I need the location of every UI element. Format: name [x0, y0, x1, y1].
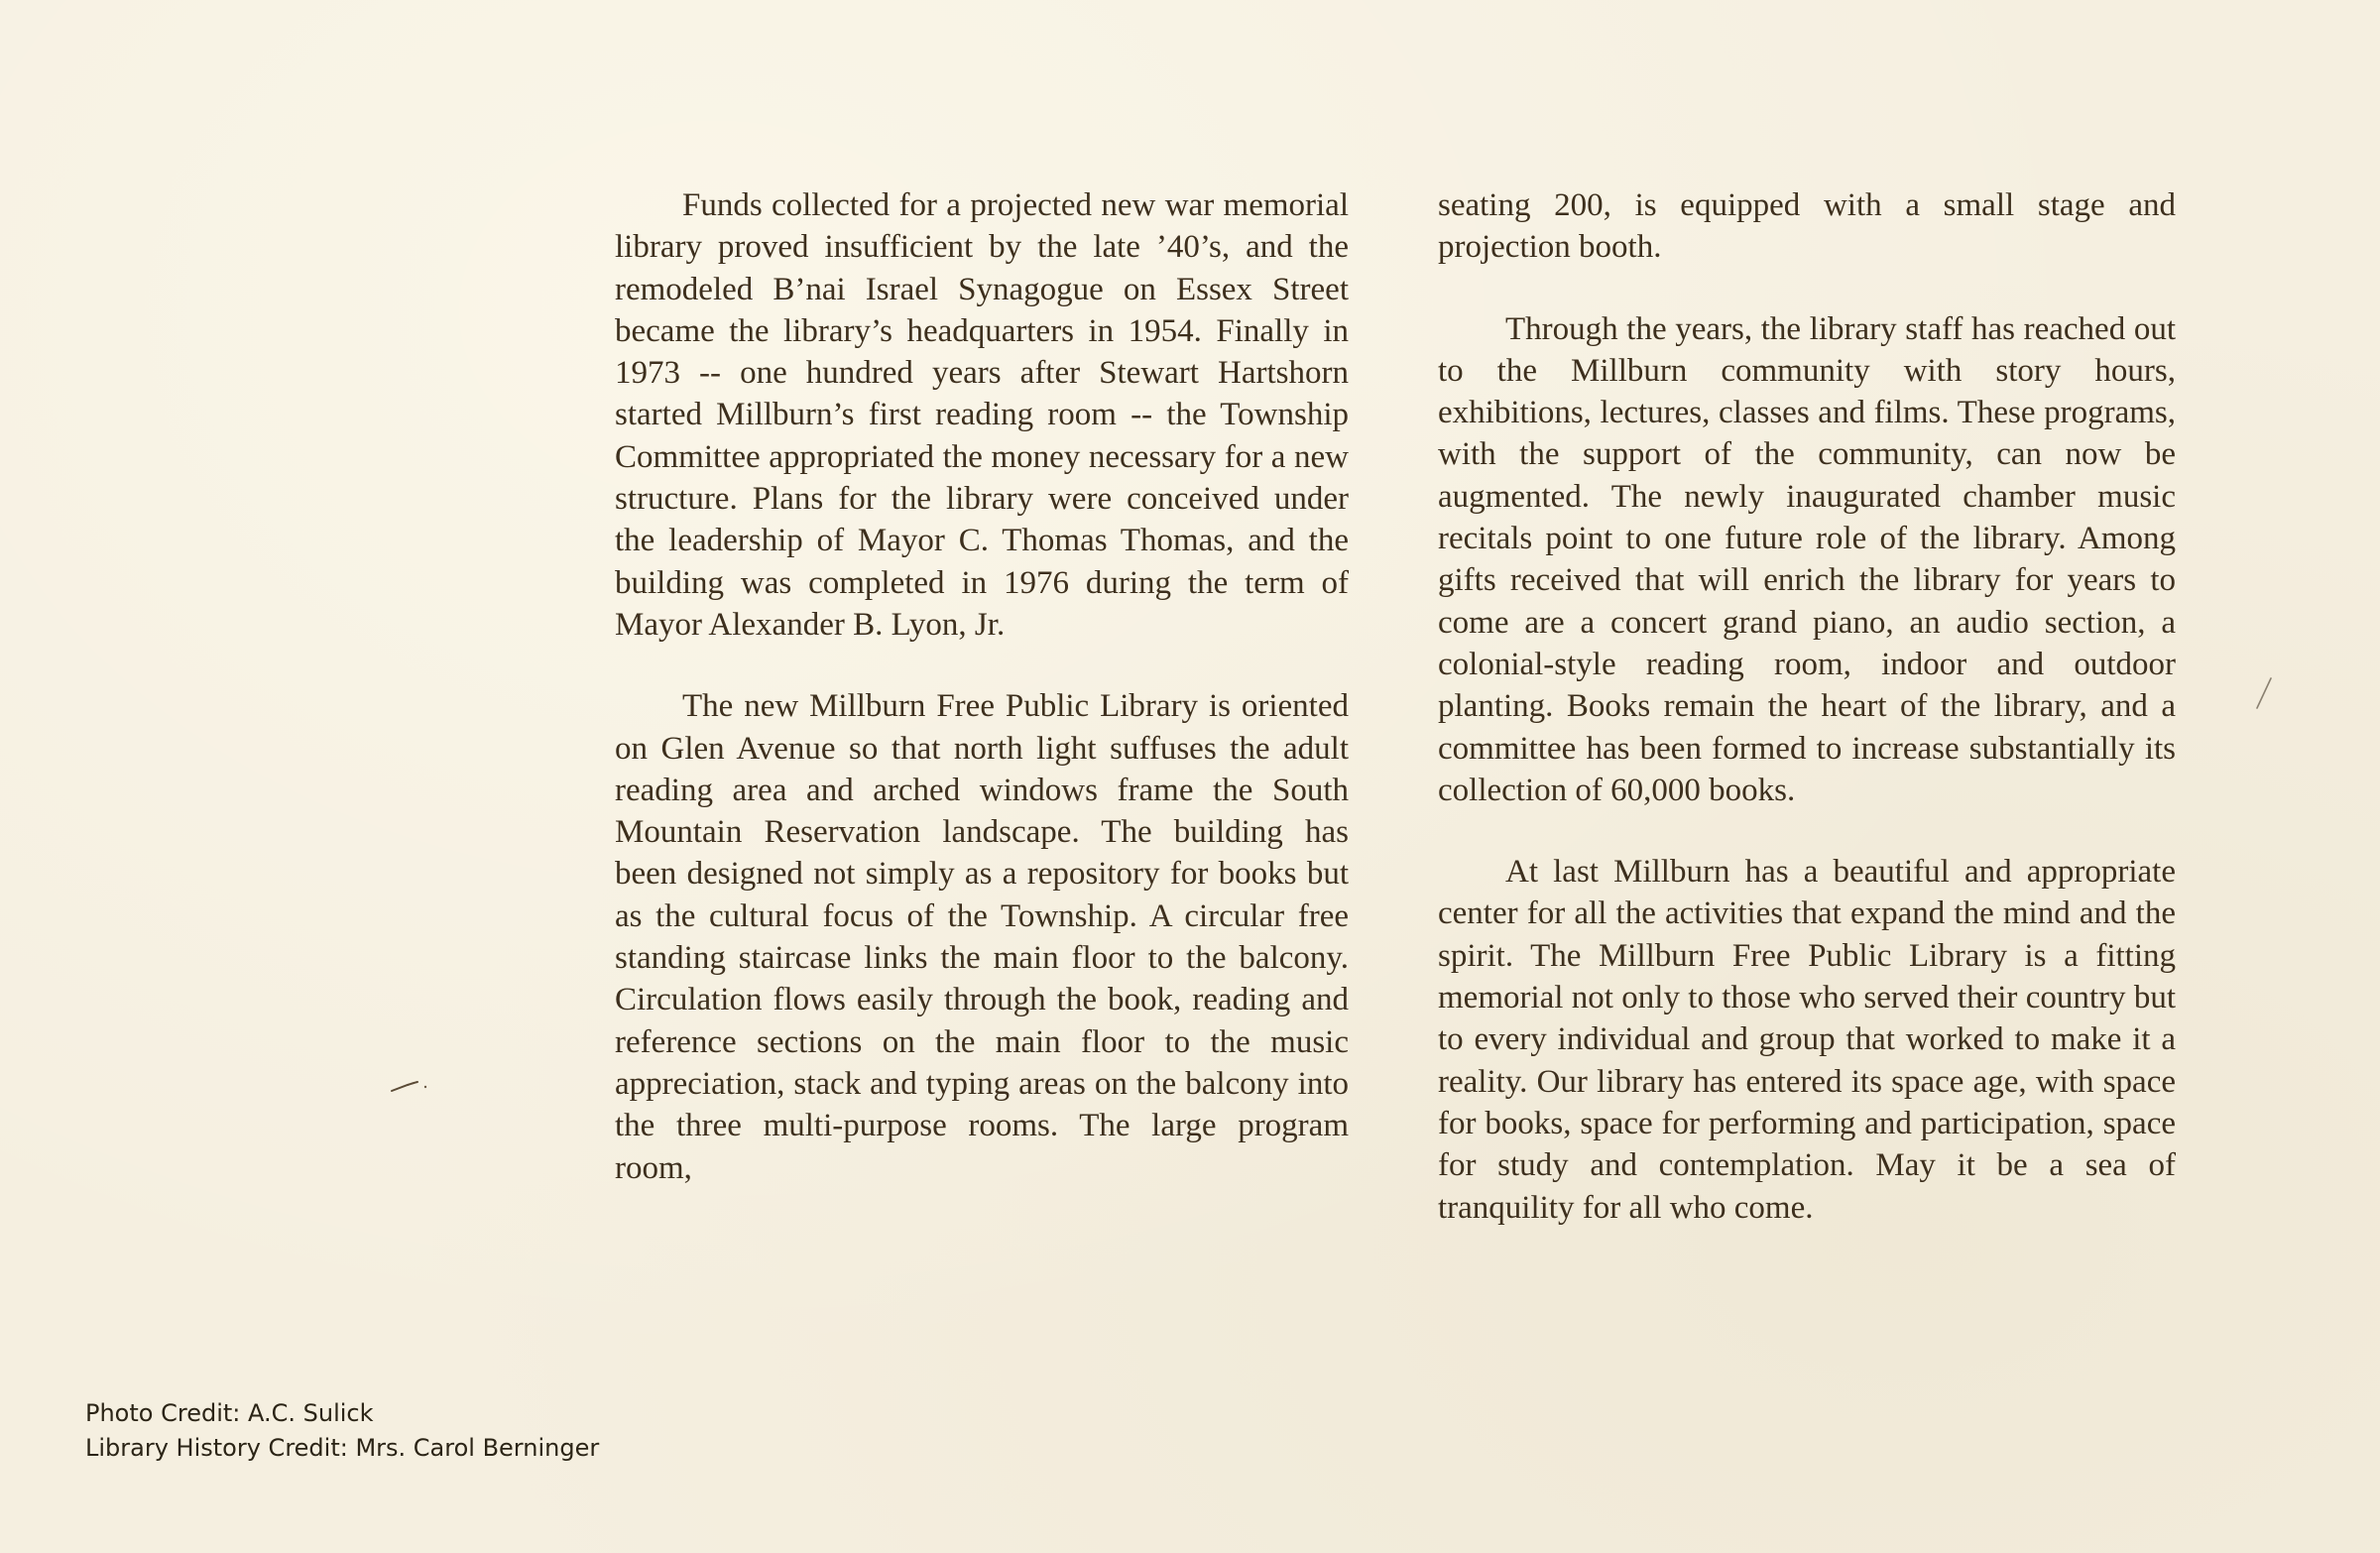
paragraph-community-outreach: Through the years, the library staff has reached out to the Millburn community with story hours, exhibitions, lectures, classes and films. These programs, with the support of the community, can now be augmented. The newly inaugurated chamber music recitals point to one future role of the library. Among gifts received that will enrich the library for years to come are a concert grand piano, an audio section, a colonial-style reading room, indoor and outdoor planting. Books remain the heart of the library, and a committee has been formed to increase substantially its collection of 60,000 books.	[1438, 310, 2176, 808]
paper-speck-mark	[390, 1079, 429, 1095]
paragraph-closing-memorial: At last Millburn has a beautiful and appropriate center for all the activities that expand the mind and the spirit. The Millburn Free Public Library is a fitting memorial not only to those who served their country but to every individual and group that worked to make it a reality. Our library has entered its space age, with space for books, space for performing and participation, space for study and contemplation. May it be a sea of tranquility for all who come.	[1438, 854, 2176, 1226]
library-history-credit: Library History Credit: Mrs. Carol Berninger	[85, 1434, 600, 1462]
photo-credit: Photo Credit: A.C. Sulick	[85, 1399, 374, 1427]
paragraph-program-room-continued: seating 200, is equipped with a small stage and projection booth.	[1438, 187, 2176, 266]
text-column-right	[1438, 184, 2176, 1229]
paragraph-new-library-building: The new Millburn Free Public Library is oriented on Glen Avenue so that north light suffuses the adult reading area and arched windows frame the South Mountain Reservation landscape. The building has been designed not simply as a repository for books but as the cultural focus of the Township. A circular free standing staircase links the main floor to the balcony. Circulation flows easily through the book, reading and reference sections on the main floor to the music appreciation, stack and typing areas on the balcony into the three multi-purpose rooms. The large program room,	[615, 688, 1349, 1186]
paragraph-library-history: Funds collected for a projected new war memorial library proved insufficient by the late ’40’s, and the remodeled B’nai Israel Synagogue on Essex Street became the library’s headquarters in 1954. Finally in 1973 -- one hundred years after Stewart Hartshorn started Millburn’s first reading room -- the Township Committee appropriated the money necessary for a new structure. Plans for the library were conceived under the leadership of Mayor C. Thomas Thomas, and the building was completed in 1976 during the term of Mayor Alexander B. Lyon, Jr.	[615, 187, 1349, 643]
credits-block	[85, 1396, 599, 1466]
paper-pencil-mark	[2251, 674, 2275, 714]
text-column-left	[615, 184, 1349, 1189]
